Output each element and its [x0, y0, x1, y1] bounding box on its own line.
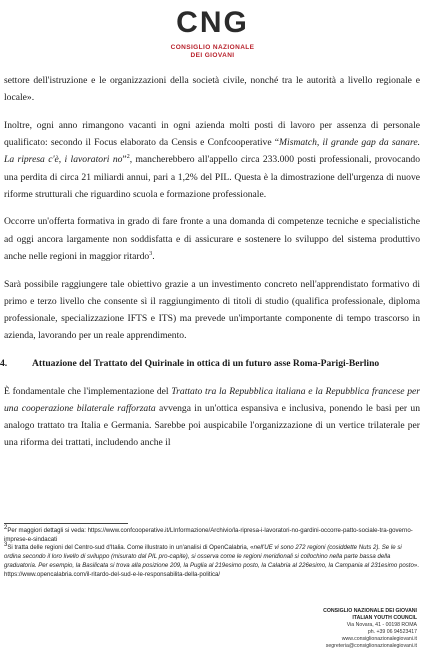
- footnote-3-text-b: ».: [413, 561, 419, 569]
- footnote-ref-3[interactable]: 3: [149, 250, 153, 257]
- cng-logo: [0, 0, 425, 66]
- footer-website[interactable]: www.consiglionazionalegiovani.it: [341, 636, 417, 642]
- footnote-2-marker: 2: [4, 524, 8, 531]
- logo-subtitle-2: DEI GIOVANI: [190, 52, 235, 59]
- logo-text: CNG: [176, 6, 249, 39]
- paragraph-5-text-a: È fondamentale che l'implementazione del: [4, 385, 172, 397]
- footnote-divider: [4, 523, 128, 524]
- treaty-title: Trattato tra la Repubblica italiana e la Repubblica francese per una cooperazione bilaterale rafforzata: [4, 385, 420, 414]
- paragraph-2-text-a: Inoltre, ogni anno rimangono vacanti in ogni azienda molti posti di lavoro per assenza di personale qualificato: secondo il Focus elaborato da Censis e Confcooperative “: [4, 119, 420, 149]
- footnote-2-text[interactable]: Per maggiori dettagli si veda: https://www.confcooperative.it/LInformazione/Archivio/la-ripresa-i-lavoratori-no-gardini-occorre-patto-sociale-tra-governo-imprese-e-sindacati: [4, 527, 413, 543]
- document-body: [0, 72, 420, 462]
- logo-mark: [0, 6, 425, 40]
- footnote-2: [4, 524, 420, 544]
- paragraph-2: [4, 117, 420, 203]
- section-title: Attuazione del Trattato del Quirinale in ottica di un futuro asse Roma-Parigi-Berlino: [32, 357, 380, 369]
- footer-org-name: CONSIGLIO NAZIONALE DEI GIOVANI: [323, 608, 417, 614]
- logo-subtitle-1: CONSIGLIO NAZIONALE: [170, 44, 255, 51]
- footer-org-name-en: ITALIAN YOUTH COUNCIL: [352, 615, 417, 621]
- paragraph-3: Occorre un'offerta formativa in grado di fare fronte a una domanda di competenze tecniche e specialistiche ad oggi ancora largamente non soddisfatta e di assicurare e sostenere lo sviluppo del sistema produttivo anche nelle regioni in maggior ritardo$^3$.: [4, 216, 420, 262]
- footnote-3: [4, 544, 420, 579]
- footer-phone: ph. +39 06 94523417: [367, 629, 417, 635]
- paragraph-3-text: Occorre un'offerta formativa in grado di fare fronte a una domanda di competenze tecniche e specialistiche ad oggi ancora largamente non soddisfatta e di assicurare e sostenere lo sviluppo del sistema produttivo anche nelle regioni in maggior ritardo: [4, 216, 420, 262]
- footnote-3-text-a: Si tratta delle regioni del Centro-sud d'Italia. Come illustrato in un'analisi di OpenCalabria, «: [7, 544, 254, 552]
- footnote-ref-2[interactable]: 2: [126, 154, 130, 161]
- paragraph-2-quote-close: ”: [122, 154, 127, 166]
- paragraph-5: [4, 383, 420, 452]
- footnote-3-quote: nell'UE vi sono 272 regioni (cosiddette Nuts 2). Se le si ordina secondo il loro livello di sviluppo (misurato dal PIL pro-capite), si osserva come le regioni meridionali si collochino nella parte bassa della graduatoria. Per esempio, la Basilicata si trova alla posizione 209, la Puglia al 219esimo posto, la Calabria al 226esimo, la Campania al 231esimo posto: [4, 544, 414, 569]
- report-title: Mismatch, il grande gap da sanare. La ripresa c'è, i lavoratori no: [4, 137, 420, 166]
- paragraph-4: Sarà possibile raggiungere tale obiettivo grazie a un investimento concreto nell'apprendistato formativo di primo e terzo livello che consente sì il raggiungimento di titoli di studio (qualifica professionale, diploma professionale, specializzazione IFTS e ITS) ma prevede un'importante componente di tempo trascorso in azienda, lavorando per un reale apprendimento.: [4, 278, 420, 342]
- footnotes: [4, 524, 420, 579]
- paragraph-2-text-c: , mancherebbero all'appello circa 233.000 posti professionali, provocando una perdita di circa 21 miliardi annui, pari a 1,2% del PIL. Questa è la dimostrazione dell'urgenza di nuove riforme strutturali che riguardino scuola e formazione professionale.: [4, 154, 420, 200]
- section-heading: [0, 355, 420, 372]
- footer-address: Via Novara, 41 - 00198 ROMA: [346, 622, 417, 628]
- paragraph-1: settore dell'istruzione e le organizzazioni della società civile, nonché tra le autorità a livello regionale e locale».: [4, 75, 420, 104]
- section-number: 4.: [0, 357, 8, 369]
- footer-email[interactable]: segreteria@consiglionazionalegiovani.it: [325, 643, 417, 649]
- paragraph-5-text-b: avvenga in un'ottica espansiva e inclusiva, ponendo le basi per un analogo trattato tra Italia e Germania. Sarebbe poi auspicabile l'organizzazione di un vertice trilaterale per una riforma dei trattati, includendo anche il: [4, 402, 420, 449]
- footnote-3-link[interactable]: https://www.opencalabria.com/il-ritardo-del-sud-e-le-responsabilita-della-politica/: [4, 570, 221, 578]
- footnote-3-marker: 3: [4, 542, 8, 549]
- page-footer: [323, 608, 417, 650]
